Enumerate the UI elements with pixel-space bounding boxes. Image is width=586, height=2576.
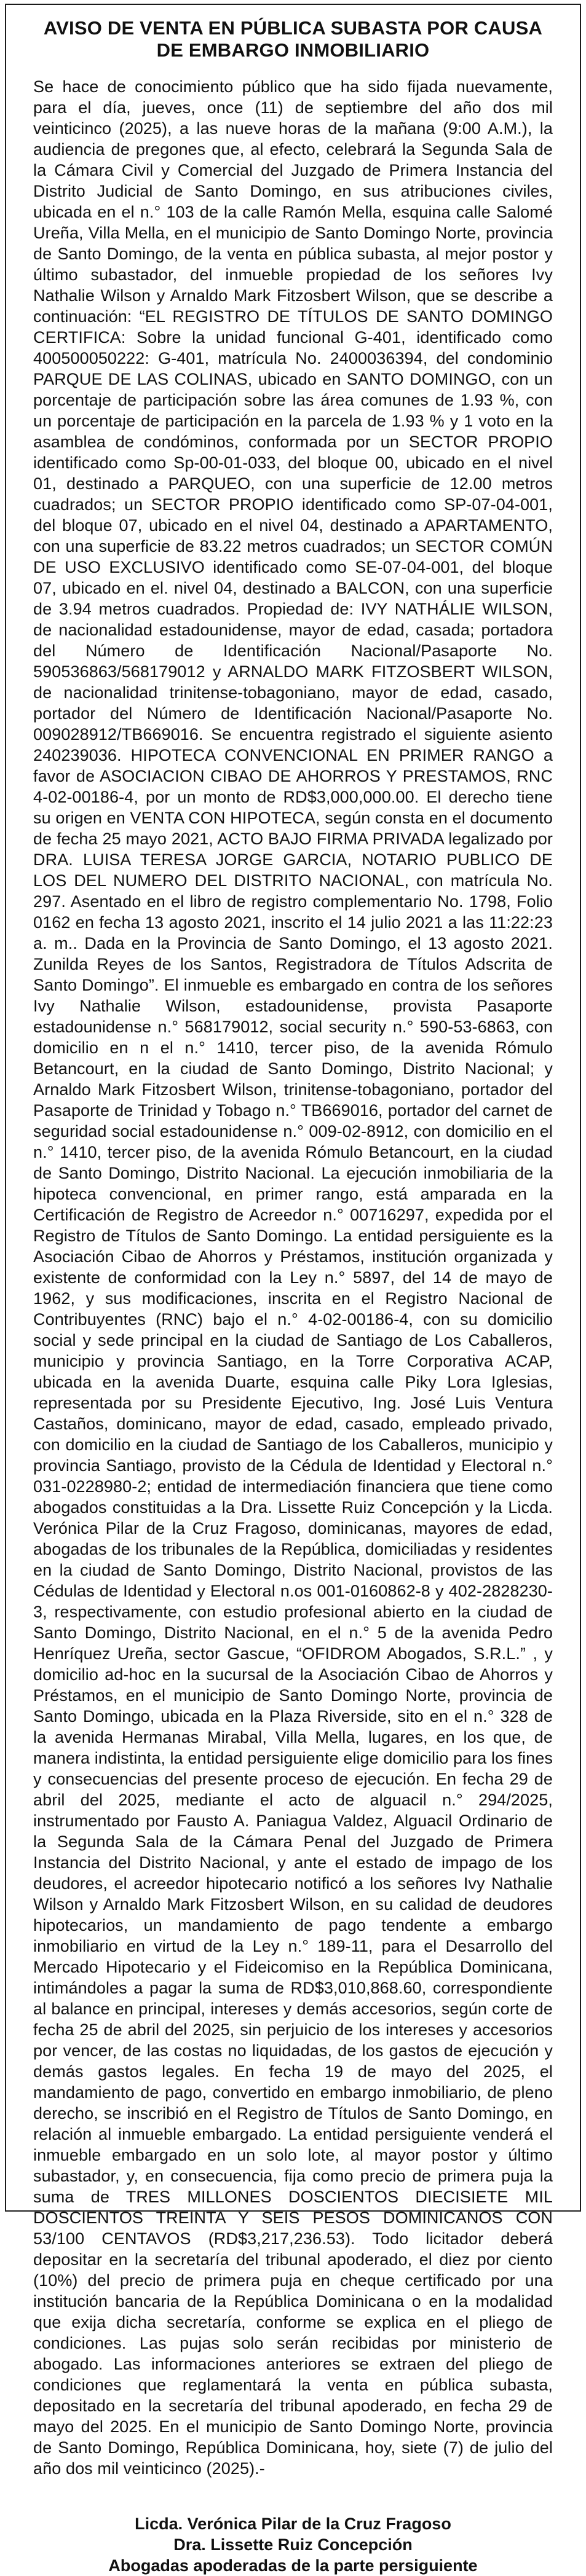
signature-line-attorney-1: Licda. Verónica Pilar de la Cruz Fragoso <box>135 2515 451 2533</box>
notice-title: AVISO DE VENTA EN PÚBLICA SUBASTA POR CAUSA DE EMBARGO INMOBILIARIO <box>43 17 543 61</box>
signature-line-role: Abogadas apoderadas de la parte persiguiente <box>108 2556 478 2575</box>
signature-block <box>33 2513 553 2576</box>
signature-line-attorney-2: Dra. Lissette Ruiz Concepción <box>173 2535 413 2554</box>
legal-notice <box>5 4 581 2575</box>
notice-body: Se hace de conocimiento público que ha sido fijada nuevamente, para el día, jueves, once (11) de septiembre del año dos mil veinticinco (2025), a las nueve horas de la mañana (9:00 A.M.), la audiencia de pregones que, al efecto, celebrará la Segunda Sala de la Cámara Civil y Comercial del Juzgado de Primera Instancia del Distrito Judicial de Santo Domingo, en sus atribuciones civiles, ubicada en el n.° 103 de la calle Ramón Mella, esquina calle Salomé Ureña, Villa Mella, en el municipio de Santo Domingo Norte, provincia de Santo Domingo, de la venta en pública subasta, al mejor postor y último subastador, del inmueble propiedad de los señores Ivy Nathalie Wilson y Arnaldo Mark Fitzosbert Wilson, que se describe a continuación: “EL REGISTRO DE TÍTULOS DE SANTO DOMINGO CERTIFICA: Sobre la unidad funcional G-401, identificado como 400500050222: G-401, matrícula No. 2400036394, del condominio PARQUE DE LAS COLINAS, ubicado en SANTO DOMINGO, con un porcentaje de participación sobre las área comunes de 1.93 %, con un porcentaje de participación en la parcela de 1.93 % y 1 voto en la asamblea de condóminos, conformada por un SECTOR PROPIO identificado como Sp-00-01-033, del bloque 00, ubicado en el nivel 01, destinado a PARQUEO, con una superficie de 12.00 metros cuadrados; un SECTOR PROPIO identificado como SP-07-04-001, del bloque 07, ubicado en el nivel 04, destinado a APARTAMENTO, con una superficie de 83.22 metros cuadrados; un SECTOR COMÚN DE USO EXCLUSIVO identificado como SE-07-04-001, del bloque 07, ubicado en el. nivel 04, destinado a BALCON, con una superficie de 3.94 metros cuadrados. Propiedad de: IVY NATHÁLIE WILSON, de nacionalidad estadounidense, mayor de edad, casada; portadora del Número de Identificación Nacional/Pasaporte No. 590536863/568179012 y ARNALDO MARK FITZOSBERT WILSON, de nacionalidad trinitense-tobagoniano, mayor de edad, casado, portador del Número de Identificación Nacional/Pasaporte No. 009028912/TB669016. Se encuentra registrado el siguiente asiento 240239036. HIPOTECA CONVENCIONAL EN PRIMER RANGO a favor de ASOCIACION CIBAO DE AHORROS Y PRESTAMOS, RNC 4-02-00186-4, por un monto de RD$3,000,000.00. El derecho tiene su origen en VENTA CON HIPOTECA, según consta en el documento de fecha 25 mayo 2021, ACTO BAJO FIRMA PRIVADA legalizado por DRA. LUISA TERESA JORGE GARCIA, NOTARIO PUBLICO DE LOS DEL NUMERO DEL DISTRITO NACIONAL, con matrícula No. 297. Asentado en el libro de registro complementario No. 1798, Folio 0162 en fecha 13 agosto 2021, inscrito el 14 julio 2021 a las 11:22:23 a. m.. Dada en la Provincia de Santo Domingo, el 13 agosto 2021. Zunilda Reyes de los Santos, Registradora de Títulos Adscrita de Santo Domingo”. El inmueble es embargado en contra de los señores Ivy Nathalie Wilson, estadounidense, provista Pasaporte estadounidense n.° 568179012, social security n.° 590-53-6863, con domicilio en n el n.° 1410, tercer piso, de la avenida Rómulo Betancourt, en la ciudad de Santo Domingo, Distrito Nacional; y Arnaldo Mark Fitzosbert Wilson, trinitense-tobagoniano, portador del Pasaporte de Trinidad y Tobago n.° TB669016, portador del carnet de seguridad social estadounidense n.° 009-02-8912, con domicilio en el n.° 1410, tercer piso, de la avenida Rómulo Betancourt, en la ciudad de Santo Domingo, Distrito Nacional. La ejecución inmobiliaria de la hipoteca convencional, en primer rango, está amparada en la Certificación de Registro de Acreedor n.° 00716297, expedida por el Registro de Títulos de Santo Domingo. La entidad persiguiente es la Asociación Cibao de Ahorros y Préstamos, institución organizada y existente de conformidad con la Ley n.° 5897, del 14 de mayo de 1962, y sus modificaciones, inscrita en el Registro Nacional de Contribuyentes (RNC) bajo el n.° 4-02-00186-4, con su domicilio social y sede principal en la ciudad de Santiago de Los Caballeros, municipio y provincia Santiago, en la Torre Corporativa ACAP, ubicada en la avenida Duarte, esquina calle Piky Lora Iglesias, representada por su Presidente Ejecutivo, Ing. José Luis Ventura Castaños, dominicano, mayor de edad, casado, empleado privado, con domicilio en la ciudad de Santiago de los Caballeros, municipio y provincia Santiago, provisto de la Cédula de Identidad y Electoral n.° 031-0228980-2; entidad de intermediación financiera que tiene como abogados constituidas a la Dra. Lissette Ruiz Concepción y la Licda. Verónica Pilar de la Cruz Fragoso, dominicanas, mayores de edad, abogadas de los tribunales de la República, domiciliadas y residentes en la ciudad de Santo Domingo, Distrito Nacional, provistos de las Cédulas de Identidad y Electoral n.os 001-0160862-8 y 402-2828230-3, respectivamente, con estudio profesional abierto en la ciudad de Santo Domingo, Distrito Nacional, en el n.° 5 de la avenida Pedro Henríquez Ureña, sector Gascue, “OFIDROM Abogados, S.R.L.” , y domicilio ad-hoc en la sucursal de la Asociación Cibao de Ahorros y Préstamos, en el municipio de Santo Domingo Norte, provincia de Santo Domingo, ubicada en la Plaza Riverside, sito en el n.° 328 de la avenida Hermanas Mirabal, Villa Mella, lugares, en los que, de manera indistinta, la entidad persiguiente elige domicilio para los fines y consecuencias del presente proceso de ejecución. En fecha 29 de abril del 2025, mediante el acto de alguacil n.° 294/2025, instrumentado por Fausto A. Paniagua Valdez, Alguacil Ordinario de la Segunda Sala de la Cámara Penal del Juzgado de Primera Instancia del Distrito Nacional, y ante el estado de impago de los deudores, el acreedor hipotecario notificó a los señores Ivy Nathalie Wilson y Arnaldo Mark Fitzosbert Wilson, en su calidad de deudores hipotecarios, un mandamiento de pago tendente a embargo inmobiliario en virtud de la Ley n.° 189-11, para el Desarrollo del Mercado Hipotecario y el Fideicomiso en la República Dominicana, intimándoles a pagar la suma de RD$3,010,868.60, correspondiente al balance en principal, intereses y demás accesorios, según corte de fecha 25 de abril del 2025, sin perjuicio de los intereses y accesorios por vencer, de las costas no liquidadas, de los gastos de ejecución y demás gastos legales. En fecha 19 de mayo del 2025, el mandamiento de pago, convertido en embargo inmobiliario, de pleno derecho, se inscribió en el Registro de Títulos de Santo Domingo, en relación al inmueble embargado. La entidad persiguiente venderá el inmueble embargado en un solo lote, al mayor postor y último subastador, y, en consecuencia, fija como precio de primera puja la suma de TRES MILLONES DOSCIENTOS DIECISIETE MIL DOSCIENTOS TREINTA Y SEIS PESOS DOMINICANOS CON 53/100 CENTAVOS (RD$3,217,236.53). Todo licitador deberá depositar en la secretaría del tribunal apoderado, el diez por ciento (10%) del precio de primera puja en cheque certificado por una institución bancaria de la República Dominicana o en la modalidad que exija dicha secretaría, conforme se explica en el pliego de condiciones. Las pujas solo serán recibidas por ministerio de abogado. Las informaciones anteriores se extraen del pliego de condiciones que reglamentará la venta en pública subasta, depositado en la secretaría del tribunal apoderado, en fecha 29 de mayo del 2025. En el municipio de Santo Domingo Norte, provincia de Santo Domingo, República Dominicana, hoy, siete (7) de julio del año dos mil veinticinco (2025).- <box>33 77 553 2478</box>
